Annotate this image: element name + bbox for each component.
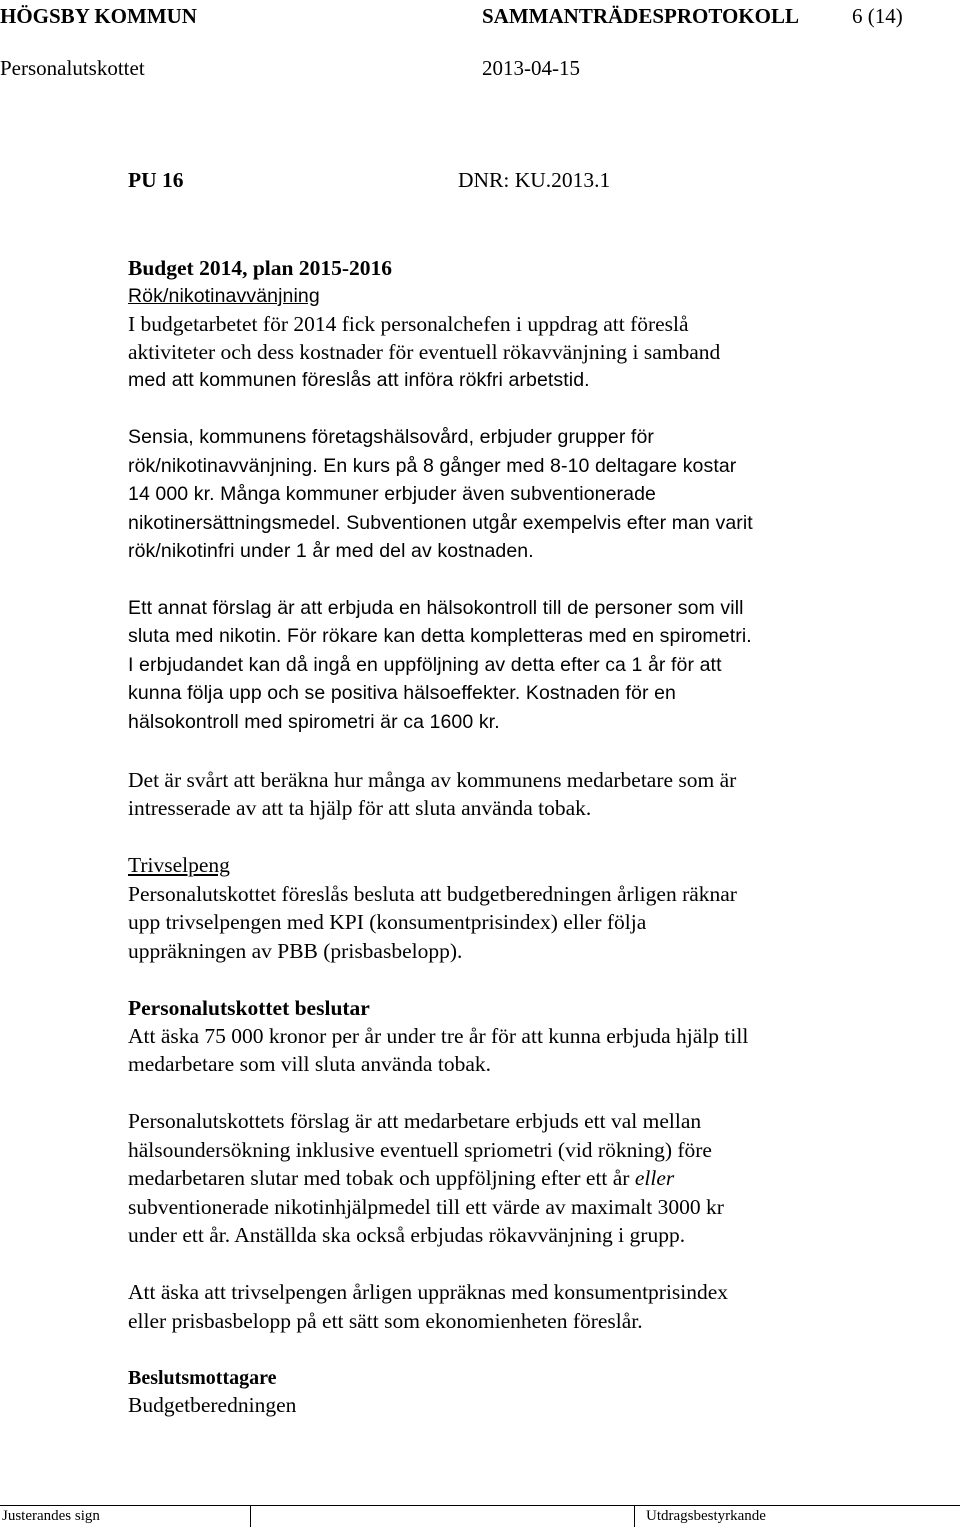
footer-rule: [0, 1505, 960, 1506]
paragraph-line: kunna följa upp och se positiva hälsoeffekter. Kostnaden för en: [128, 682, 676, 704]
paragraph-line: 14 000 kr. Många kommuner erbjuder även subventionerade: [128, 483, 656, 505]
paragraph-line: hälsoundersökning inklusive eventuell spriometri (vid rökning) före: [128, 1138, 712, 1162]
paragraph-line: medarbetare som vill sluta använda tobak.: [128, 1052, 491, 1076]
paragraph-line: [128, 1164, 674, 1192]
paragraph-line: subventionerade nikotinhjälpmedel till ett värde av maximalt 3000 kr: [128, 1195, 724, 1219]
paragraph-line: upp trivselpengen med KPI (konsumentprisindex) eller följa: [128, 910, 647, 934]
case-dnr: DNR: KU.2013.1: [458, 168, 611, 192]
paragraph-line: eller prisbasbelopp på ett sätt som ekonomienheten föreslår.: [128, 1309, 643, 1333]
recipients-value: Budgetberedningen: [128, 1393, 297, 1417]
section-title: Budget 2014, plan 2015-2016: [128, 256, 393, 280]
paragraph-line: med att kommunen föreslås att införa rökfri arbetstid.: [128, 369, 590, 391]
paragraph-line: under ett år. Anställda ska också erbjudas rökavvänjning i grupp.: [128, 1223, 686, 1247]
paragraph-line: rök/nikotinavvänjning. En kurs på 8 gånger med 8-10 deltagare kostar: [128, 455, 737, 477]
committee-name: Personalutskottet: [0, 56, 145, 80]
meeting-date: 2013-04-15: [482, 56, 580, 80]
paragraph-line: I budgetarbetet för 2014 fick personalchefen i uppdrag att föreslå: [128, 312, 689, 336]
paragraph-line: I erbjudandet kan då ingå en uppföljning av detta efter ca 1 år för att: [128, 654, 722, 676]
paragraph-line: hälsokontroll med spirometri är ca 1600 kr.: [128, 711, 500, 733]
paragraph-line: uppräkningen av PBB (prisbasbelopp).: [128, 939, 463, 963]
footer-extract-label: Utdragsbestyrkande: [646, 1508, 766, 1524]
paragraph-line: Ett annat förslag är att erbjuda en hälsokontroll till de personer som vill: [128, 597, 744, 619]
document-type: SAMMANTRÄDESPROTOKOLL: [482, 4, 799, 28]
paragraph-line: nikotinersättningsmedel. Subventionen utgår exempelvis efter man varit: [128, 512, 753, 534]
recipients-heading: Beslutsmottagare: [128, 1367, 277, 1389]
paragraph-line: Sensia, kommunens företagshälsovård, erbjuder grupper för: [128, 426, 654, 448]
paragraph-line: rök/nikotinfri under 1 år med del av kostnaden.: [128, 540, 534, 562]
footer-divider: [250, 1505, 251, 1527]
paragraph-line: Personalutskottet föreslås besluta att budgetberedningen årligen räknar: [128, 882, 737, 906]
paragraph-line: Att äska 75 000 kronor per år under tre år för att kunna erbjuda hjälp till: [128, 1024, 749, 1048]
paragraph-line: intresserade av att ta hjälp för att sluta använda tobak.: [128, 796, 592, 820]
subheading-smoking: Rök/nikotinavvänjning: [128, 285, 320, 307]
decision-heading: Personalutskottet beslutar: [128, 996, 370, 1020]
page-number: 6 (14): [852, 4, 903, 28]
footer-sign-label: Justerandes sign: [2, 1508, 100, 1524]
emphasis-text: eller: [634, 1166, 675, 1190]
org-name: HÖGSBY KOMMUN: [0, 4, 197, 28]
paragraph-line: Det är svårt att beräkna hur många av kommunens medarbetare som är: [128, 768, 737, 792]
paragraph-line: sluta med nikotin. För rökare kan detta kompletteras med en spirometri.: [128, 625, 752, 647]
footer-divider: [634, 1505, 635, 1527]
paragraph-line: aktiviteter och dess kostnader för eventuell rökavvänjning i samband: [128, 340, 721, 364]
subheading-trivselpeng: Trivselpeng: [128, 853, 230, 877]
paragraph-text: medarbetaren slutar med tobak och uppföljning efter ett år: [128, 1166, 635, 1190]
case-id: PU 16: [128, 168, 184, 192]
paragraph-line: Att äska att trivselpengen årligen uppräknas med konsumentprisindex: [128, 1280, 729, 1304]
paragraph-line: Personalutskottets förslag är att medarbetare erbjuds ett val mellan: [128, 1109, 702, 1133]
